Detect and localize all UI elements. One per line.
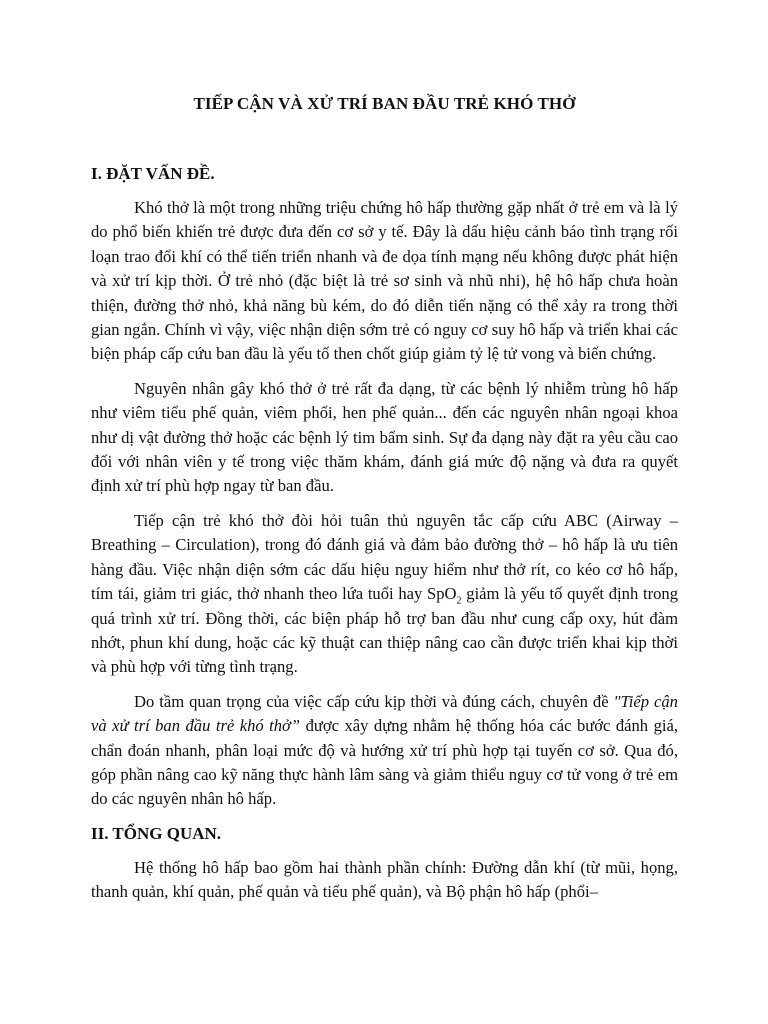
section-heading-1: I. ĐẶT VẤN ĐỀ. <box>91 164 215 183</box>
document-title: TIẾP CẬN VÀ XỬ TRÍ BAN ĐẦU TRẺ KHÓ THỞ <box>193 94 576 113</box>
paragraph-4 <box>91 690 678 812</box>
paragraph-3-text-b: giảm là yếu tố quyết định trong quá trình xử trí. Đồng thời, các biện pháp hỗ trợ ban đầu như cung cấp oxy, hút đàm nhớt, phun khí dung, hoặc các kỹ thuật can thiệp nâng cao cần được triển khai kịp thời và phù hợp với từng tình trạng. <box>91 584 678 677</box>
paragraph-3 <box>91 509 678 680</box>
paragraph-2: Nguyên nhân gây khó thở ở trẻ rất đa dạng, từ các bệnh lý nhiễm trùng hô hấp như viêm tiểu phế quản, viêm phổi, hen phế quản... đến các nguyên nhân ngoại khoa như dị vật đường thở hoặc các bệnh lý tim bẩm sinh. Sự đa dạng này đặt ra yêu cầu cao đối với nhân viên y tế trong việc thăm khám, đánh giá mức độ nặng và đưa ra quyết định xử trí phù hợp ngay từ ban đầu. <box>91 378 678 496</box>
paragraph-1: Khó thở là một trong những triệu chứng hô hấp thường gặp nhất ở trẻ em và là lý do phổ biến khiến trẻ được đưa đến cơ sở y tế. Đây là dấu hiệu cảnh báo tình trạng rối loạn trao đổi khí có thể tiến triển nhanh và đe dọa tính mạng nếu không được phát hiện và xử trí kịp thời. Ở trẻ nhỏ (đặc biệt là trẻ sơ sinh và nhũ nhi), hệ hô hấp chưa hoàn thiện, đường thở nhỏ, khả năng bù kém, do đó diễn tiến nặng có thể xảy ra trong thời gian ngắn. Chính vì vậy, việc nhận diện sớm trẻ có nguy cơ suy hô hấp và triển khai các biện pháp cấp cứu ban đầu là yếu tố then chốt giúp giảm tỷ lệ tử vong và biến chứng. <box>91 198 678 364</box>
paragraph-5: Hệ thống hô hấp bao gồm hai thành phần chính: Đường dẫn khí (từ mũi, họng, thanh quản, khí quản, phế quản và tiểu phế quản), và Bộ phận hô hấp (phổi– <box>91 857 678 902</box>
topic-title-italic: "Tiếp cận và xử trí ban đầu trẻ khó thở” <box>91 691 678 736</box>
paragraph-3-text-a: Tiếp cận trẻ khó thở đòi hỏi tuân thủ nguyên tắc cấp cứu ABC (Airway – Breathing – Circulation), trong đó đánh giá và đảm bảo đường thở – hô hấp là ưu tiên hàng đầu. Việc nhận diện sớm các dấu hiệu nguy hiểm như thở rít, co kéo cơ hô hấp, tím tái, giảm tri giác, thở nhanh theo lứa tuổi hay SpO <box>91 510 678 604</box>
spo2-subscript: 2 <box>456 595 462 607</box>
section-heading-2: II. TỔNG QUAN. <box>91 823 222 843</box>
paragraph-4-text-b: được xây dựng nhằm hệ thống hóa các bước đánh giá, chẩn đoán nhanh, phân loại mức độ và hướng xử trí phù hợp tại tuyến cơ sở. Qua đó, góp phần nâng cao kỹ năng thực hành lâm sàng và giảm thiểu nguy cơ tử vong ở trẻ em do các nguyên nhân hô hấp. <box>91 716 678 809</box>
paragraph-4-text-a: Do tầm quan trọng của việc cấp cứu kịp thời và đúng cách, chuyên đề <box>134 691 614 711</box>
